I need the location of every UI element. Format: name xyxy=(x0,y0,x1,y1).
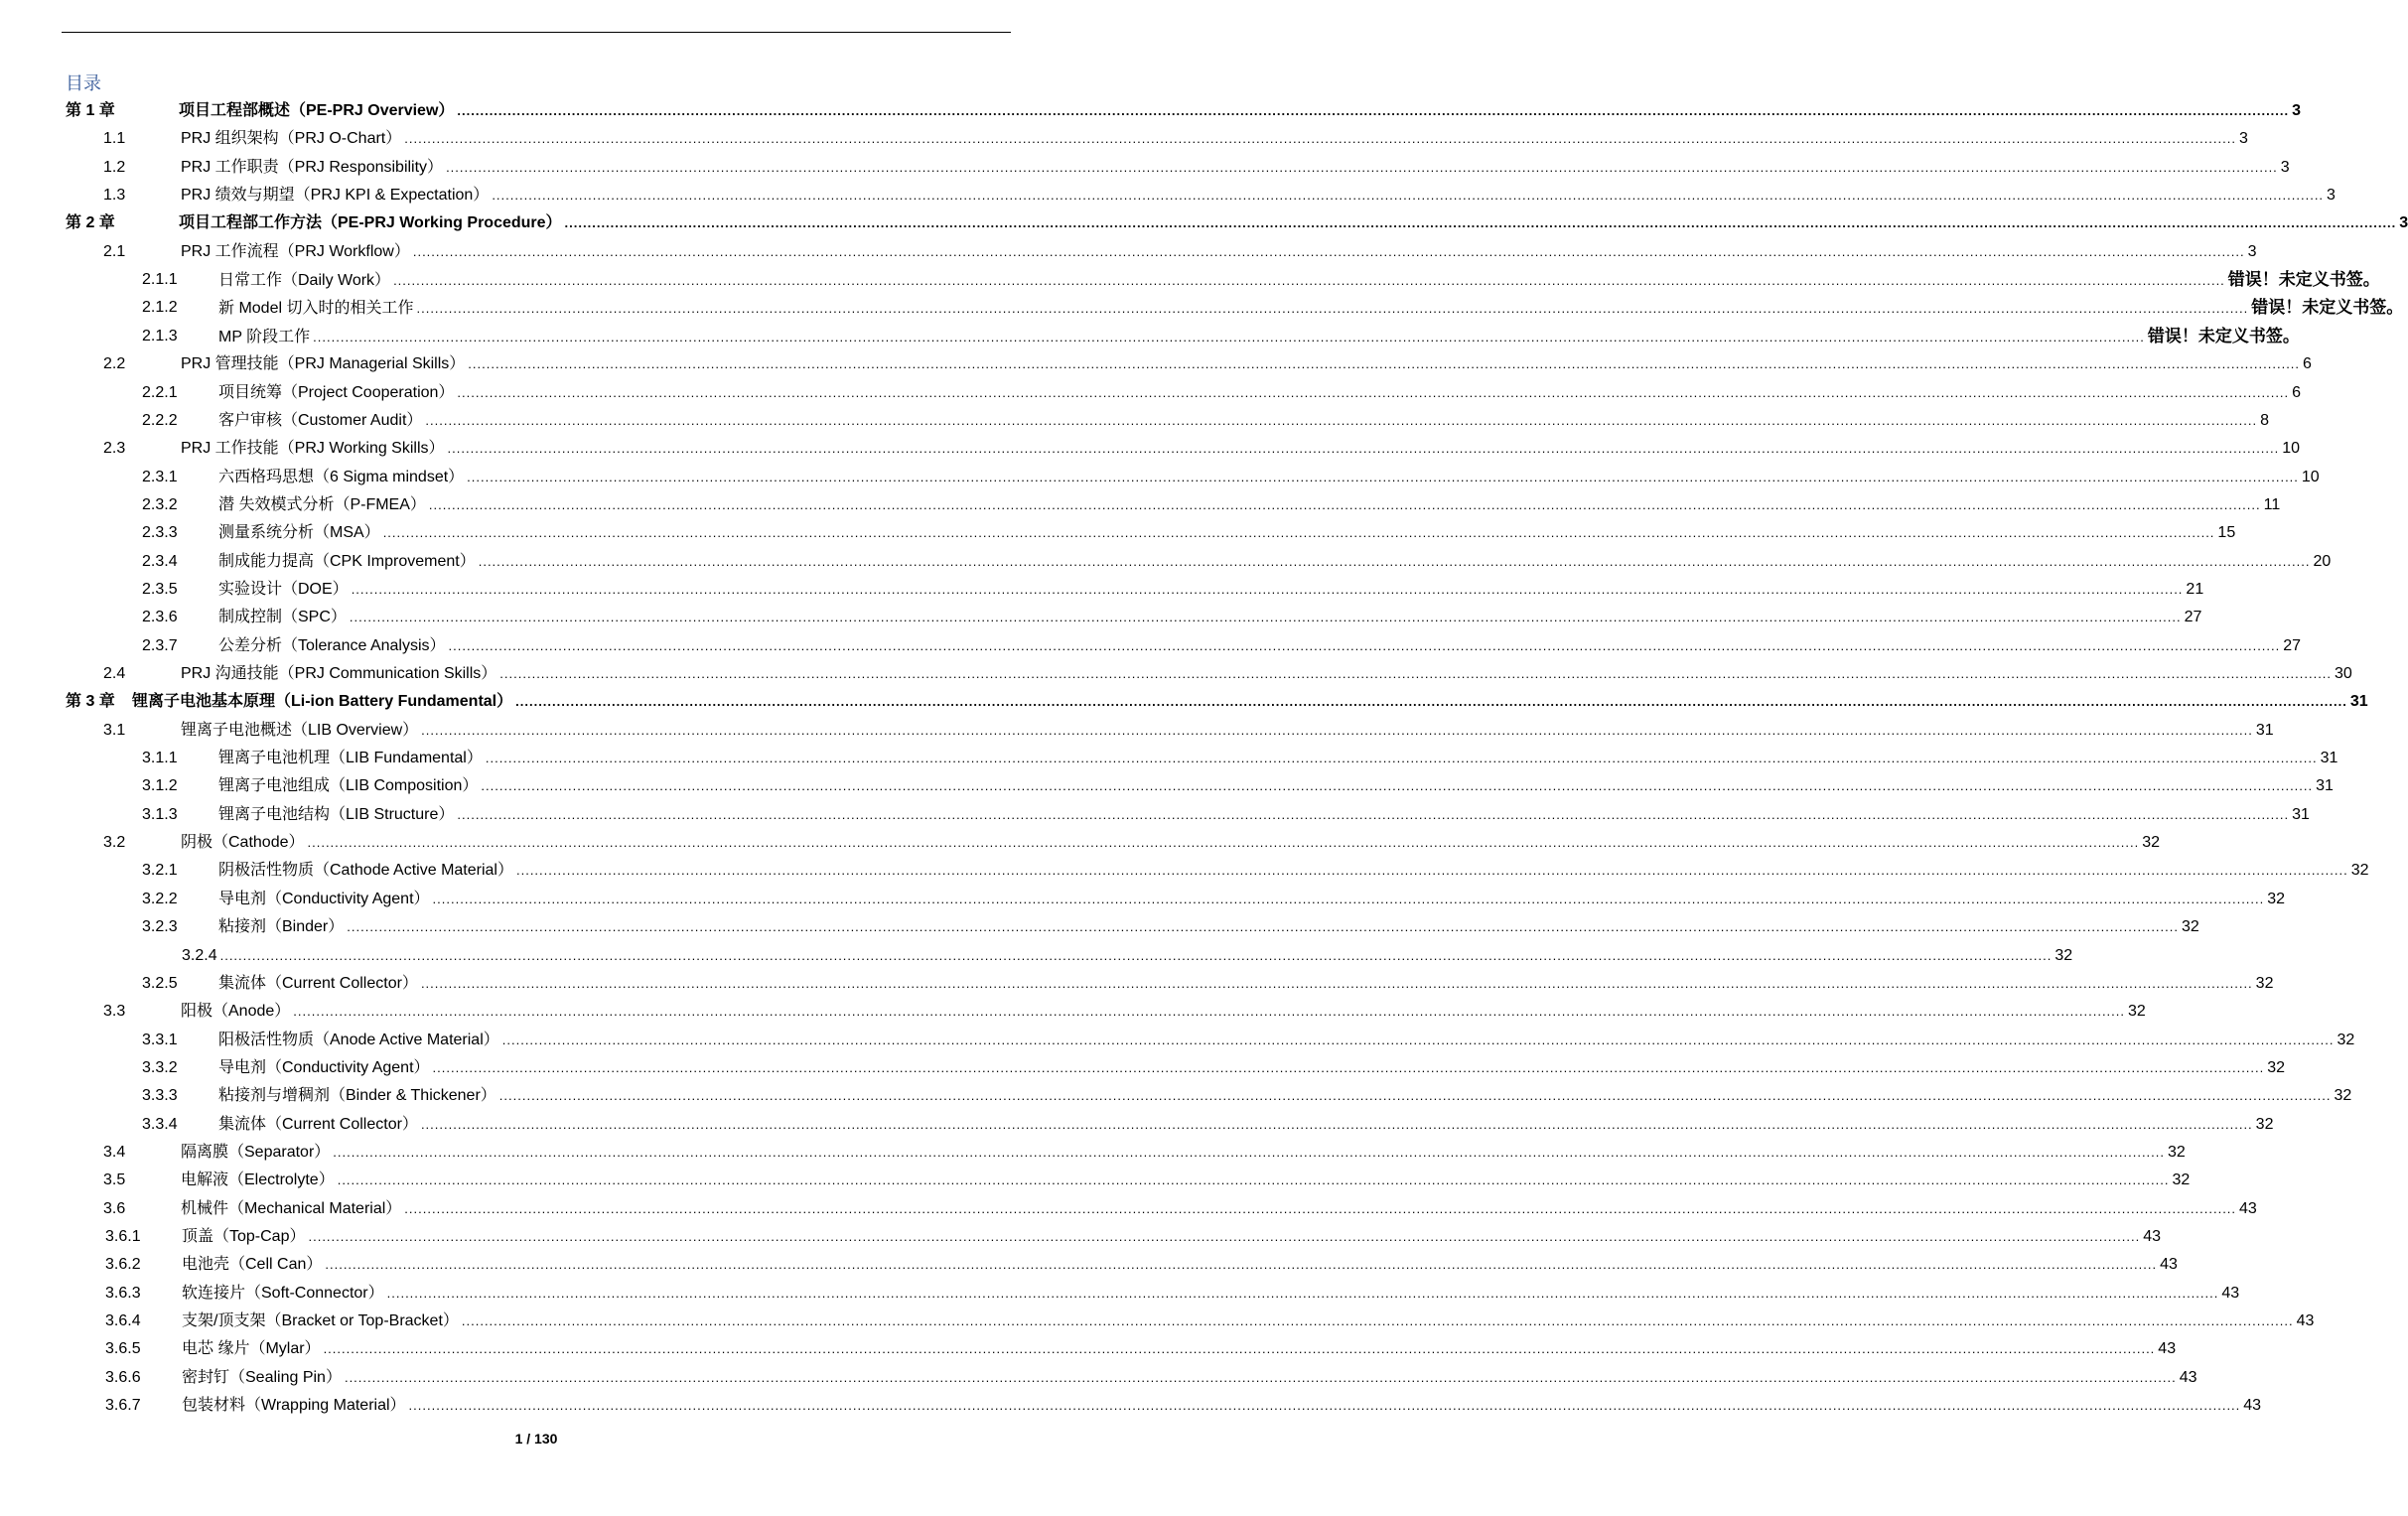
toc-entry-number: 2.1.1 xyxy=(142,271,178,289)
toc-entry-line xyxy=(182,1392,2262,1420)
toc-dot-leader: ................................................................................................................................................................................................................................................................................................................................................................................................................ xyxy=(432,891,2265,906)
toc-dot-leader: ................................................................................................................................................................................................................................................................................................................................................................................................................ xyxy=(492,188,2325,204)
toc-entry[interactable] xyxy=(0,886,2286,913)
toc-entry-page: 32 xyxy=(2334,1087,2352,1105)
toc-entry-page: 3 xyxy=(2327,187,2336,205)
toc-entry-line xyxy=(182,1280,2240,1308)
toc-entry[interactable] xyxy=(0,491,2281,519)
toc-entry-number: 3.3.3 xyxy=(142,1087,178,1105)
toc-entry-number: 3.3.1 xyxy=(142,1031,178,1048)
toc-entry-page: 31 xyxy=(2320,750,2338,767)
toc-entry-line xyxy=(218,772,2334,800)
toc-entry-page: 31 xyxy=(2255,721,2274,739)
toc-dot-leader: ................................................................................................................................................................................................................................................................................................................................................................................................................ xyxy=(351,581,2184,597)
toc-entry-line xyxy=(218,1082,2352,1110)
toc-entry-number: 2.1.2 xyxy=(142,299,178,317)
toc-entry-number: 3.3 xyxy=(103,1003,126,1021)
toc-entry-title: 电池壳（Cell Can） xyxy=(182,1256,323,1274)
toc-entry-page: 32 xyxy=(2168,1143,2186,1161)
toc-entry[interactable] xyxy=(0,379,2302,407)
toc-entry-line xyxy=(218,632,2302,660)
toc-entry-page: 32 xyxy=(2054,946,2073,964)
toc-dot-leader: ................................................................................................................................................................................................................................................................................................................................................................................................................ xyxy=(421,722,2253,738)
toc-entry[interactable] xyxy=(0,464,2320,491)
toc-dot-leader: ................................................................................................................................................................................................................................................................................................................................................................................................................ xyxy=(344,1369,2177,1385)
toc-entry[interactable] xyxy=(0,772,2334,800)
toc-entry-line xyxy=(218,294,2404,322)
toc-entry-page: 21 xyxy=(2186,580,2204,598)
toc-entry-page: 43 xyxy=(2158,1340,2177,1358)
toc-entry-title: 导电剂（Conductivity Agent） xyxy=(218,890,430,907)
toc-dot-leader: ................................................................................................................................................................................................................................................................................................................................................................................................................ xyxy=(404,131,2236,147)
toc-entry-page: 32 xyxy=(2182,918,2199,936)
toc-dot-leader: ................................................................................................................................................................................................................................................................................................................................................................................................................ xyxy=(485,751,2318,766)
toc-entry-title: 粘接剂与增稠剂（Binder & Thickener） xyxy=(218,1087,496,1105)
toc-entry-line xyxy=(218,548,2332,576)
toc-entry[interactable] xyxy=(0,1139,2186,1167)
toc-entry[interactable] xyxy=(0,350,2312,378)
toc-entry[interactable] xyxy=(0,125,2248,153)
toc-entry-line xyxy=(181,998,2146,1026)
toc-entry-title: 粘接剂（Binder） xyxy=(218,918,345,936)
toc-entry-number: 3.3.4 xyxy=(142,1115,178,1133)
toc-entry-page: 43 xyxy=(2179,1368,2197,1386)
toc-entry[interactable] xyxy=(0,323,2300,350)
toc-dot-leader: ................................................................................................................................................................................................................................................................................................................................................................................................................ xyxy=(349,610,2182,625)
toc-entry-number: 3.2.2 xyxy=(142,890,178,907)
toc-entry-line xyxy=(181,1139,2186,1167)
header-rule xyxy=(62,32,1011,33)
toc-entry-page: 43 xyxy=(2160,1256,2178,1274)
toc-dot-leader: ................................................................................................................................................................................................................................................................................................................................................................................................................ xyxy=(515,694,2347,710)
toc-entry-number: 3.2 xyxy=(103,834,126,852)
toc-entry[interactable] xyxy=(0,519,2236,547)
toc-dot-leader: ................................................................................................................................................................................................................................................................................................................................................................................................................ xyxy=(425,412,2258,428)
toc-entry-title: 客户审核（Customer Audit） xyxy=(218,411,423,429)
toc-entry-title: 测量系统分析（MSA） xyxy=(218,524,380,542)
toc-entry[interactable] xyxy=(0,1364,2197,1392)
toc-entry-title: PRJ 工作技能（PRJ Working Skills） xyxy=(181,440,445,458)
toc-entry[interactable] xyxy=(0,97,2302,125)
toc-entry-page: 31 xyxy=(2349,693,2368,711)
toc-entry-number: 3.3.2 xyxy=(142,1058,178,1076)
toc-entry-number: 2.3.3 xyxy=(142,524,178,542)
toc-entry[interactable] xyxy=(0,548,2332,576)
toc-entry-number: 3.2.1 xyxy=(142,862,178,880)
toc-dot-leader: ................................................................................................................................................................................................................................................................................................................................................................................................................ xyxy=(416,301,2249,317)
toc-dot-leader: ................................................................................................................................................................................................................................................................................................................................................................................................................ xyxy=(382,525,2215,541)
toc-entry-number: 3.1.2 xyxy=(142,777,178,795)
toc-entry-line xyxy=(218,407,2270,435)
toc-entry[interactable] xyxy=(0,266,2380,294)
toc-dot-leader: ................................................................................................................................................................................................................................................................................................................................................................................................................ xyxy=(457,103,2290,118)
toc-entry[interactable] xyxy=(0,1082,2352,1110)
toc-entry-number: 3.1.1 xyxy=(142,750,178,767)
toc-entry-title: PRJ 沟通技能（PRJ Communication Skills） xyxy=(181,665,497,682)
toc-dot-leader: ................................................................................................................................................................................................................................................................................................................................................................................................................ xyxy=(478,553,2311,569)
toc-entry[interactable] xyxy=(0,829,2161,857)
toc-entry-title: 项目统筹（Project Cooperation） xyxy=(218,383,455,401)
toc-entry-page: 32 xyxy=(2267,890,2286,907)
toc-dot-leader: ................................................................................................................................................................................................................................................................................................................................................................................................................ xyxy=(457,384,2290,400)
toc-dot-leader: ................................................................................................................................................................................................................................................................................................................................................................................................................ xyxy=(307,835,2140,851)
toc-entry-number: 第 3 章 xyxy=(66,693,115,711)
toc-entry-page: 错误！未定义书签。 xyxy=(2251,298,2404,318)
toc-entry-line xyxy=(218,1027,2355,1054)
toc-entry-title: PRJ 工作流程（PRJ Workflow） xyxy=(181,242,410,260)
toc-entry-line xyxy=(182,942,2073,970)
toc-entry-line xyxy=(181,154,2290,182)
toc-entry-number: 2.3 xyxy=(103,440,126,458)
toc-entry-line xyxy=(218,1111,2274,1139)
toc-entry-page: 3 xyxy=(2399,214,2408,232)
toc-entry-line xyxy=(181,1195,2257,1223)
toc-entry-page: 15 xyxy=(2217,524,2236,542)
toc-entry[interactable] xyxy=(0,576,2204,604)
toc-entry-line xyxy=(179,209,2408,237)
toc-entry[interactable] xyxy=(0,1280,2240,1308)
toc-entry[interactable] xyxy=(0,435,2301,463)
toc-entry-page: 32 xyxy=(2172,1171,2191,1189)
toc-entry-line xyxy=(181,660,2352,688)
toc-entry-title: 公差分析（Tolerance Analysis） xyxy=(218,636,446,654)
toc-entry-number: 2.3.4 xyxy=(142,552,178,570)
toc-entry-title: 电解液（Electrolyte） xyxy=(181,1171,335,1189)
toc-entry-line xyxy=(132,688,2368,716)
toc-dot-leader: ................................................................................................................................................................................................................................................................................................................................................................................................................ xyxy=(308,1229,2141,1244)
toc-entry-title: 制成能力提高（CPK Improvement） xyxy=(218,552,476,570)
toc-entry[interactable] xyxy=(0,745,2338,772)
toc-entry-page: 43 xyxy=(2296,1312,2315,1330)
toc-entry-page: 3 xyxy=(2238,130,2248,148)
toc-entry-title: 锂离子电池概述（LIB Overview） xyxy=(181,721,419,739)
toc-entry[interactable] xyxy=(0,632,2302,660)
toc-entry-title: 机械件（Mechanical Material） xyxy=(181,1199,402,1217)
toc-entry-title: PRJ 组织架构（PRJ O-Chart） xyxy=(181,130,402,148)
toc-entry-title: 实验设计（DOE） xyxy=(218,580,349,598)
toc-entry[interactable] xyxy=(0,660,2352,688)
toc-entry-page: 10 xyxy=(2301,468,2320,485)
toc-entry-line xyxy=(218,323,2300,350)
toc-entry-number: 3.6.5 xyxy=(105,1340,141,1358)
toc-entry-number: 3.1 xyxy=(103,721,126,739)
toc-entry-page: 32 xyxy=(2350,862,2369,880)
toc-entry-number: 3.6.3 xyxy=(105,1284,141,1302)
toc-title: 目录 xyxy=(66,73,101,94)
toc-entry-page: 27 xyxy=(2283,636,2302,654)
toc-entry[interactable] xyxy=(0,604,2202,631)
toc-entry-line xyxy=(218,576,2204,604)
toc-entry[interactable] xyxy=(0,1335,2177,1363)
toc-entry[interactable] xyxy=(0,1223,2162,1251)
toc-entry-page: 6 xyxy=(2292,383,2302,401)
toc-dot-leader: ................................................................................................................................................................................................................................................................................................................................................................................................................ xyxy=(420,1116,2253,1132)
toc-entry-number: 3.6.7 xyxy=(105,1397,141,1415)
toc-entry-page: 43 xyxy=(2243,1397,2262,1415)
toc-entry-line xyxy=(182,1251,2178,1279)
toc-dot-leader: ................................................................................................................................................................................................................................................................................................................................................................................................................ xyxy=(446,159,2278,175)
toc-entry-title: 阳极（Anode） xyxy=(181,1003,291,1021)
toc-entry-title: 项目工程部工作方法（PE-PRJ Working Procedure） xyxy=(179,214,562,232)
toc-entry[interactable] xyxy=(0,209,2408,237)
toc-entry-line xyxy=(182,1223,2162,1251)
toc-entry[interactable] xyxy=(0,1111,2274,1139)
toc-entry-line xyxy=(182,1308,2315,1335)
toc-entry[interactable] xyxy=(0,407,2270,435)
toc-entry[interactable] xyxy=(0,913,2199,941)
toc-dot-leader: ................................................................................................................................................................................................................................................................................................................................................................................................................ xyxy=(337,1172,2170,1188)
toc-entry-number: 3.6 xyxy=(103,1199,126,1217)
toc-entry-number: 2.3.5 xyxy=(142,580,178,598)
toc-entry-number: 3.2.3 xyxy=(142,918,178,936)
toc-dot-leader: ................................................................................................................................................................................................................................................................................................................................................................................................................ xyxy=(386,1285,2219,1301)
toc-entry-title: 项目工程部概述（PE-PRJ Overview） xyxy=(179,102,455,119)
toc-entry-number: 2.3.1 xyxy=(142,468,178,485)
toc-entry-page: 10 xyxy=(2282,440,2301,458)
toc-entry-line xyxy=(181,435,2301,463)
toc-entry-title: 潜 失效模式分析（P-FMEA） xyxy=(218,495,426,513)
toc-dot-leader: ................................................................................................................................................................................................................................................................................................................................................................................................................ xyxy=(432,1059,2265,1075)
toc-dot-leader: ................................................................................................................................................................................................................................................................................................................................................................................................................ xyxy=(293,1004,2126,1020)
toc-entry-line xyxy=(181,238,2257,266)
toc-entry[interactable] xyxy=(0,717,2274,745)
toc-entry-number: 1.2 xyxy=(103,158,126,176)
toc-entry-line xyxy=(218,913,2199,941)
toc-entry-number: 2.3.2 xyxy=(142,495,178,513)
toc-entry-line xyxy=(179,97,2302,125)
toc-entry-title: 日常工作（Daily Work） xyxy=(218,272,391,290)
toc-entry-page: 32 xyxy=(2128,1003,2146,1021)
toc-entry-title: 阴极（Cathode） xyxy=(181,834,305,852)
toc-dot-leader: ................................................................................................................................................................................................................................................................................................................................................................................................................ xyxy=(323,1341,2156,1357)
toc-entry-line xyxy=(181,717,2274,745)
toc-entry-line xyxy=(218,801,2310,829)
toc-dot-leader: ................................................................................................................................................................................................................................................................................................................................................................................................................ xyxy=(468,356,2301,372)
toc-entry-number: 3.4 xyxy=(103,1143,126,1161)
toc-entry-line xyxy=(181,182,2336,209)
toc-dot-leader: ................................................................................................................................................................................................................................................................................................................................................................................................................ xyxy=(515,863,2348,879)
toc-dot-leader: ................................................................................................................................................................................................................................................................................................................................................................................................................ xyxy=(501,1032,2335,1047)
toc-entry-title: 电芯 缘片（Mylar） xyxy=(182,1340,321,1358)
toc-dot-leader: ................................................................................................................................................................................................................................................................................................................................................................................................................ xyxy=(461,1313,2294,1329)
toc-entry-line xyxy=(181,125,2248,153)
toc-entry-number: 3.5 xyxy=(103,1171,126,1189)
toc-entry[interactable] xyxy=(0,998,2146,1026)
toc-entry-title: PRJ 绩效与期望（PRJ KPI & Expectation） xyxy=(181,187,490,205)
toc-entry-number: 第 1 章 xyxy=(66,102,115,119)
toc-entry-number: 3.2.5 xyxy=(142,974,178,992)
toc-entry[interactable] xyxy=(0,1167,2191,1194)
page-number: 1 / 130 xyxy=(514,1431,558,1447)
toc-entry-line xyxy=(218,886,2286,913)
toc-dot-leader: ................................................................................................................................................................................................................................................................................................................................................................................................................ xyxy=(448,637,2281,653)
toc-entry-line xyxy=(218,379,2302,407)
toc-dot-leader: ................................................................................................................................................................................................................................................................................................................................................................................................................ xyxy=(467,469,2299,484)
toc-dot-leader: ................................................................................................................................................................................................................................................................................................................................................................................................................ xyxy=(333,1144,2166,1160)
toc-entry-line xyxy=(218,491,2281,519)
toc-dot-leader: ................................................................................................................................................................................................................................................................................................................................................................................................................ xyxy=(404,1200,2237,1216)
toc-dot-leader: ................................................................................................................................................................................................................................................................................................................................................................................................................ xyxy=(499,666,2333,681)
toc-entry[interactable] xyxy=(0,857,2369,885)
toc-entry-page: 11 xyxy=(2263,495,2281,513)
toc-entry-title: 包装材料（Wrapping Material） xyxy=(182,1397,406,1415)
toc-dot-leader: ................................................................................................................................................................................................................................................................................................................................................................................................................ xyxy=(457,806,2290,822)
toc-dot-leader: ................................................................................................................................................................................................................................................................................................................................................................................................................ xyxy=(447,441,2280,457)
toc-entry-line xyxy=(181,829,2161,857)
toc-entry-title: 六西格玛思想（6 Sigma mindset） xyxy=(218,468,465,485)
toc-entry-title: 制成控制（SPC） xyxy=(218,609,347,626)
toc-entry-title: 锂离子电池结构（LIB Structure） xyxy=(218,805,455,823)
toc-entry-number: 2.2.1 xyxy=(142,383,178,401)
toc-entry-title: 导电剂（Conductivity Agent） xyxy=(218,1058,430,1076)
toc-entry-line xyxy=(181,350,2312,378)
toc-entry-number: 2.2 xyxy=(103,355,126,373)
toc-dot-leader: ................................................................................................................................................................................................................................................................................................................................................................................................................ xyxy=(313,329,2145,345)
toc-entry-page: 43 xyxy=(2221,1284,2240,1302)
toc-entry-title: 新 Model 切入时的相关工作 xyxy=(218,300,414,318)
toc-entry-title: 锂离子电池机理（LIB Fundamental） xyxy=(218,750,483,767)
toc-entry-line xyxy=(218,266,2380,294)
toc-entry-title: 锂离子电池基本原理（Li-ion Battery Fundamental） xyxy=(132,693,513,711)
toc-entry-page: 20 xyxy=(2313,552,2332,570)
toc-dot-leader: ................................................................................................................................................................................................................................................................................................................................................................................................................ xyxy=(428,496,2261,512)
toc-entry[interactable] xyxy=(0,970,2274,998)
toc-entry[interactable] xyxy=(0,801,2310,829)
toc-entry[interactable] xyxy=(0,238,2257,266)
toc-entry-number: 2.1 xyxy=(103,242,126,260)
toc-entry-number: 3.6.6 xyxy=(105,1368,141,1386)
toc-entry-line xyxy=(218,519,2236,547)
toc-entry-title: PRJ 管理技能（PRJ Managerial Skills） xyxy=(181,355,466,373)
toc-entry-title: 集流体（Current Collector） xyxy=(218,974,418,992)
toc-entry-title: 锂离子电池组成（LIB Composition） xyxy=(218,777,479,795)
toc-entry-line xyxy=(182,1335,2177,1363)
toc-entry-number: 第 2 章 xyxy=(66,214,115,232)
toc-entry[interactable] xyxy=(0,1195,2257,1223)
toc-entry-title: 3.2.4 xyxy=(182,946,217,964)
toc-entry[interactable] xyxy=(0,942,2073,970)
toc-entry-page: 32 xyxy=(2337,1031,2355,1048)
toc-dot-leader: ................................................................................................................................................................................................................................................................................................................................................................................................................ xyxy=(498,1088,2332,1104)
toc-entry-page: 43 xyxy=(2239,1199,2257,1217)
toc-entry-line xyxy=(182,1364,2197,1392)
toc-entry-page: 错误！未定义书签。 xyxy=(2147,326,2300,345)
toc-entry-page: 32 xyxy=(2255,1115,2274,1133)
toc-dot-leader: ................................................................................................................................................................................................................................................................................................................................................................................................................ xyxy=(393,273,2225,289)
toc-entry-number: 1.1 xyxy=(103,130,126,148)
toc-dot-leader: ................................................................................................................................................................................................................................................................................................................................................................................................................ xyxy=(408,1398,2241,1414)
toc-entry-line xyxy=(218,970,2274,998)
toc-entry-title: 隔离膜（Separator） xyxy=(181,1143,331,1161)
toc-entry[interactable] xyxy=(0,1251,2178,1279)
toc-entry-number: 3.6.1 xyxy=(105,1228,141,1245)
toc-entry-page: 错误！未定义书签。 xyxy=(2227,270,2380,290)
toc-entry-page: 31 xyxy=(2292,805,2310,823)
toc-entry-title: 阴极活性物质（Cathode Active Material） xyxy=(218,862,513,880)
toc-dot-leader: ................................................................................................................................................................................................................................................................................................................................................................................................................ xyxy=(481,778,2314,794)
toc-entry-number: 2.3.7 xyxy=(142,636,178,654)
toc-entry-line xyxy=(218,857,2369,885)
toc-entry-page: 32 xyxy=(2255,974,2274,992)
toc-entry-number: 1.3 xyxy=(103,187,126,205)
toc-entry-title: 阳极活性物质（Anode Active Material） xyxy=(218,1031,499,1048)
toc-dot-leader: ................................................................................................................................................................................................................................................................................................................................................................................................................ xyxy=(347,919,2179,935)
toc-entry-page: 3 xyxy=(2292,102,2302,119)
toc-entry-page: 3 xyxy=(2280,158,2290,176)
toc-entry-page: 32 xyxy=(2142,834,2161,852)
toc-entry-title: 顶盖（Top-Cap） xyxy=(182,1228,306,1245)
toc-entry-page: 32 xyxy=(2267,1058,2286,1076)
toc-entry-title: 密封钉（Sealing Pin） xyxy=(182,1368,342,1386)
toc-dot-leader: ................................................................................................................................................................................................................................................................................................................................................................................................................ xyxy=(564,215,2397,231)
toc-entry-title: 软连接片（Soft-Connector） xyxy=(182,1284,384,1302)
toc-entry[interactable] xyxy=(0,154,2290,182)
toc-entry[interactable] xyxy=(0,1308,2315,1335)
toc-entry-number: 2.2.2 xyxy=(142,411,178,429)
toc-dot-leader: ................................................................................................................................................................................................................................................................................................................................................................................................................ xyxy=(325,1257,2158,1273)
toc-entry[interactable] xyxy=(0,294,2404,322)
toc-entry-page: 30 xyxy=(2335,665,2352,682)
toc-entry-page: 27 xyxy=(2184,609,2202,626)
toc-entry-page: 43 xyxy=(2143,1228,2162,1245)
toc-entry-page: 8 xyxy=(2260,411,2270,429)
toc-entry-number: 3.6.4 xyxy=(105,1312,141,1330)
toc-entry-line xyxy=(218,745,2338,772)
toc-entry-page: 3 xyxy=(2247,242,2257,260)
toc-entry-title: 集流体（Current Collector） xyxy=(218,1115,418,1133)
toc-entry-number: 2.4 xyxy=(103,665,126,682)
toc-entry[interactable] xyxy=(0,1392,2262,1420)
toc-entry-line xyxy=(218,604,2202,631)
toc-entry-title: PRJ 工作职责（PRJ Responsibility） xyxy=(181,158,444,176)
toc-entry[interactable] xyxy=(0,688,2368,716)
toc-entry-title: 支架/顶支架（Bracket or Top-Bracket） xyxy=(182,1312,459,1330)
toc-dot-leader: ................................................................................................................................................................................................................................................................................................................................................................................................................ xyxy=(412,243,2245,259)
toc-entry-number: 3.6.2 xyxy=(105,1256,141,1274)
toc-entry-number: 2.3.6 xyxy=(142,609,178,626)
toc-entry-number: 3.1.3 xyxy=(142,805,178,823)
toc-entry[interactable] xyxy=(0,1027,2355,1054)
toc-entry[interactable] xyxy=(0,182,2336,209)
toc-dot-leader: ................................................................................................................................................................................................................................................................................................................................................................................................................ xyxy=(420,975,2253,991)
toc-entry[interactable] xyxy=(0,1054,2286,1082)
toc-entry-line xyxy=(218,464,2320,491)
toc-entry-title: MP 阶段工作 xyxy=(218,328,311,345)
toc-dot-leader: ................................................................................................................................................................................................................................................................................................................................................................................................................ xyxy=(219,947,2053,963)
toc-entry-page: 6 xyxy=(2303,355,2312,373)
toc-entry-line xyxy=(181,1167,2191,1194)
toc-entry-number: 2.1.3 xyxy=(142,327,178,345)
toc-entry-line xyxy=(218,1054,2286,1082)
toc-entry-page: 31 xyxy=(2316,777,2334,795)
